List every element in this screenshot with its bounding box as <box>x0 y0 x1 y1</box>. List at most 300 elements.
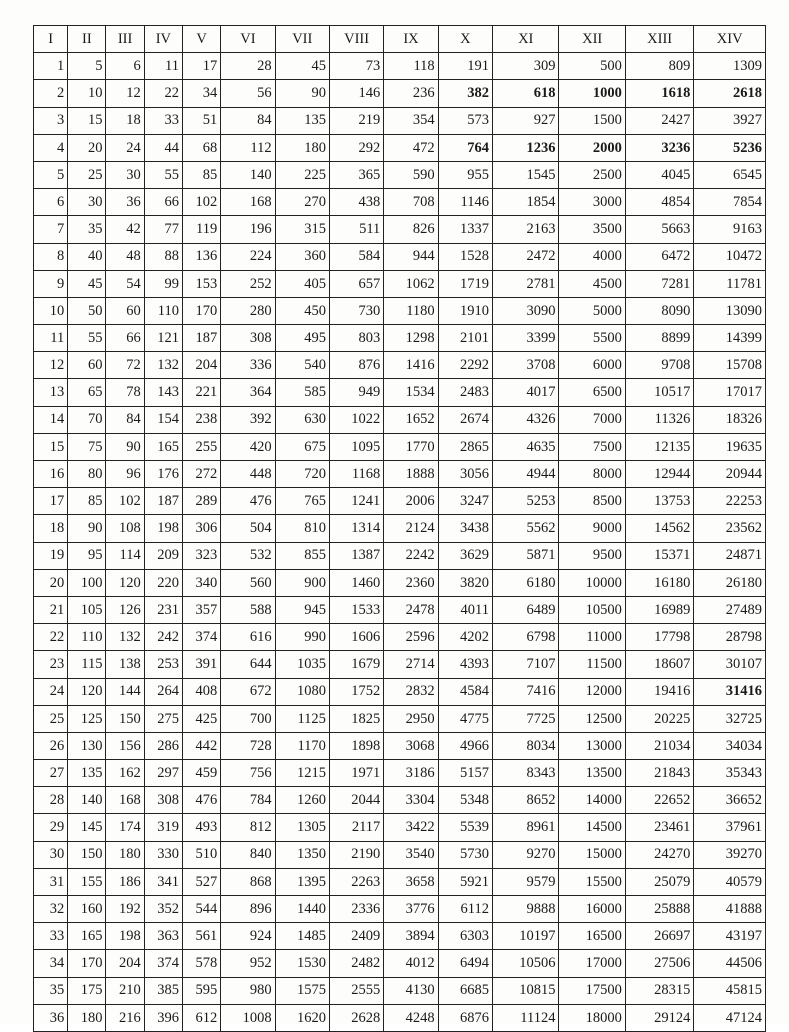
table-cell: 8343 <box>493 760 559 787</box>
table-cell: 14399 <box>694 325 766 352</box>
table-cell: 26697 <box>625 923 693 950</box>
table-cell: 357 <box>182 596 220 623</box>
table-cell: 319 <box>144 814 182 841</box>
row-index-cell: 27 <box>34 760 68 787</box>
table-cell: 1440 <box>275 896 329 923</box>
table-cell: 11781 <box>694 270 766 297</box>
table-cell: 5871 <box>493 542 559 569</box>
table-cell: 595 <box>182 977 220 1004</box>
table-cell: 1971 <box>329 760 383 787</box>
table-cell: 6876 <box>438 1004 492 1031</box>
table-cell: 3708 <box>493 352 559 379</box>
table-cell: 32725 <box>694 705 766 732</box>
table-cell: 5 <box>68 53 106 80</box>
table-cell: 2950 <box>384 705 438 732</box>
table-cell: 186 <box>106 868 144 895</box>
table-cell: 980 <box>221 977 275 1004</box>
table-cell: 7281 <box>625 270 693 297</box>
table-cell: 1035 <box>275 651 329 678</box>
table-cell: 43197 <box>694 923 766 950</box>
table-cell: 340 <box>182 569 220 596</box>
table-cell: 25 <box>68 161 106 188</box>
table-row <box>34 488 766 515</box>
table-cell: 88 <box>144 243 182 270</box>
table-cell: 39270 <box>694 841 766 868</box>
table-row <box>34 243 766 270</box>
table-cell: 10 <box>68 80 106 107</box>
table-cell: 168 <box>106 787 144 814</box>
table-cell: 306 <box>182 515 220 542</box>
table-cell: 210 <box>106 977 144 1004</box>
table-cell: 155 <box>68 868 106 895</box>
table-row <box>34 297 766 324</box>
table-cell: 65 <box>68 379 106 406</box>
table-cell: 125 <box>68 705 106 732</box>
table-cell: 10506 <box>493 950 559 977</box>
table-cell: 944 <box>384 243 438 270</box>
table-cell: 162 <box>106 760 144 787</box>
row-index-cell: 15 <box>34 433 68 460</box>
table-cell: 170 <box>182 297 220 324</box>
table-cell: 675 <box>275 433 329 460</box>
table-cell: 102 <box>182 189 220 216</box>
column-header: XIII <box>625 26 693 53</box>
table-cell: 900 <box>275 569 329 596</box>
row-index-cell: 13 <box>34 379 68 406</box>
table-cell: 77 <box>144 216 182 243</box>
table-cell: 3399 <box>493 325 559 352</box>
table-cell: 1854 <box>493 189 559 216</box>
table-cell: 700 <box>221 705 275 732</box>
table-cell: 1575 <box>275 977 329 1004</box>
table-cell: 868 <box>221 868 275 895</box>
table-cell: 180 <box>106 841 144 868</box>
table-cell: 8090 <box>625 297 693 324</box>
table-cell: 585 <box>275 379 329 406</box>
row-index-cell: 1 <box>34 53 68 80</box>
table-cell: 55 <box>68 325 106 352</box>
column-header: XI <box>493 26 559 53</box>
table-cell: 219 <box>329 107 383 134</box>
table-cell: 810 <box>275 515 329 542</box>
table-cell: 253 <box>144 651 182 678</box>
table-cell: 3894 <box>384 923 438 950</box>
row-index-cell: 24 <box>34 678 68 705</box>
table-cell: 17 <box>182 53 220 80</box>
table-row <box>34 515 766 542</box>
table-cell: 2628 <box>329 1004 383 1031</box>
table-cell: 51 <box>182 107 220 134</box>
row-index-cell: 25 <box>34 705 68 732</box>
table-cell: 30 <box>68 189 106 216</box>
table-cell: 1180 <box>384 297 438 324</box>
table-row <box>34 651 766 678</box>
table-cell: 15000 <box>559 841 625 868</box>
table-cell: 68 <box>182 134 220 161</box>
table-cell: 236 <box>384 80 438 107</box>
table-cell: 459 <box>182 760 220 787</box>
table-cell: 495 <box>275 325 329 352</box>
table-cell: 9888 <box>493 896 559 923</box>
table-cell: 2472 <box>493 243 559 270</box>
table-cell: 35 <box>68 216 106 243</box>
table-cell: 27506 <box>625 950 693 977</box>
table-cell: 180 <box>275 134 329 161</box>
table-cell: 115 <box>68 651 106 678</box>
table-cell: 4130 <box>384 977 438 1004</box>
table-cell: 3438 <box>438 515 492 542</box>
table-cell: 154 <box>144 406 182 433</box>
table-cell: 450 <box>275 297 329 324</box>
table-cell: 952 <box>221 950 275 977</box>
table-cell: 99 <box>144 270 182 297</box>
table-cell: 308 <box>221 325 275 352</box>
table-cell: 136 <box>182 243 220 270</box>
column-header: V <box>182 26 220 53</box>
table-cell: 6489 <box>493 596 559 623</box>
column-header: IX <box>384 26 438 53</box>
table-cell: 108 <box>106 515 144 542</box>
table-cell: 990 <box>275 624 329 651</box>
table-cell: 144 <box>106 678 144 705</box>
table-cell: 6685 <box>438 977 492 1004</box>
table-row <box>34 950 766 977</box>
table-cell: 24871 <box>694 542 766 569</box>
table-cell: 315 <box>275 216 329 243</box>
table-cell: 336 <box>221 352 275 379</box>
table-cell: 560 <box>221 569 275 596</box>
table-cell: 4393 <box>438 651 492 678</box>
table-cell: 22652 <box>625 787 693 814</box>
table-cell: 657 <box>329 270 383 297</box>
table-cell: 425 <box>182 705 220 732</box>
table-body <box>34 53 766 1032</box>
table-cell: 391 <box>182 651 220 678</box>
table-cell: 10197 <box>493 923 559 950</box>
table-cell: 209 <box>144 542 182 569</box>
table-cell: 192 <box>106 896 144 923</box>
table-cell: 25079 <box>625 868 693 895</box>
table-cell: 1080 <box>275 678 329 705</box>
table-cell: 135 <box>275 107 329 134</box>
table-cell: 2360 <box>384 569 438 596</box>
table-cell: 1395 <box>275 868 329 895</box>
table-cell: 6 <box>106 53 144 80</box>
column-header: VIII <box>329 26 383 53</box>
table-cell: 34 <box>182 80 220 107</box>
table-cell: 23461 <box>625 814 693 841</box>
table-cell: 2044 <box>329 787 383 814</box>
table-cell: 374 <box>144 950 182 977</box>
row-index-cell: 12 <box>34 352 68 379</box>
table-row <box>34 53 766 80</box>
table-cell: 18326 <box>694 406 766 433</box>
table-cell: 1062 <box>384 270 438 297</box>
table-cell: 1533 <box>329 596 383 623</box>
table-row <box>34 270 766 297</box>
table-cell: 10472 <box>694 243 766 270</box>
table-cell: 949 <box>329 379 383 406</box>
row-index-cell: 14 <box>34 406 68 433</box>
table-cell: 476 <box>182 787 220 814</box>
row-index-cell: 34 <box>34 950 68 977</box>
table-cell: 19635 <box>694 433 766 460</box>
table-cell: 24 <box>106 134 144 161</box>
table-cell: 175 <box>68 977 106 1004</box>
table-cell: 1000 <box>559 80 625 107</box>
table-cell: 2832 <box>384 678 438 705</box>
table-row <box>34 868 766 895</box>
table-cell: 2596 <box>384 624 438 651</box>
table-cell: 511 <box>329 216 383 243</box>
table-cell: 616 <box>221 624 275 651</box>
table-cell: 504 <box>221 515 275 542</box>
table-cell: 40 <box>68 243 106 270</box>
table-cell: 17017 <box>694 379 766 406</box>
table-cell: 9000 <box>559 515 625 542</box>
table-cell: 544 <box>182 896 220 923</box>
row-index-cell: 2 <box>34 80 68 107</box>
table-cell: 2555 <box>329 977 383 1004</box>
table-cell: 5348 <box>438 787 492 814</box>
row-index-cell: 10 <box>34 297 68 324</box>
table-cell: 590 <box>384 161 438 188</box>
table-cell: 7725 <box>493 705 559 732</box>
table-cell: 561 <box>182 923 220 950</box>
table-cell: 145 <box>68 814 106 841</box>
table-cell: 8000 <box>559 461 625 488</box>
table-cell: 855 <box>275 542 329 569</box>
table-cell: 1260 <box>275 787 329 814</box>
table-cell: 765 <box>275 488 329 515</box>
table-cell: 341 <box>144 868 182 895</box>
table-cell: 16180 <box>625 569 693 596</box>
table-cell: 160 <box>68 896 106 923</box>
table-cell: 3186 <box>384 760 438 787</box>
table-cell: 3540 <box>384 841 438 868</box>
table-cell: 231 <box>144 596 182 623</box>
row-index-cell: 19 <box>34 542 68 569</box>
table-cell: 242 <box>144 624 182 651</box>
row-index-cell: 5 <box>34 161 68 188</box>
row-index-cell: 8 <box>34 243 68 270</box>
table-cell: 13090 <box>694 297 766 324</box>
table-cell: 196 <box>221 216 275 243</box>
table-cell: 2714 <box>384 651 438 678</box>
table-cell: 323 <box>182 542 220 569</box>
table-cell: 31416 <box>694 678 766 705</box>
table-cell: 27489 <box>694 596 766 623</box>
table-cell: 5562 <box>493 515 559 542</box>
row-index-cell: 6 <box>34 189 68 216</box>
table-cell: 28 <box>221 53 275 80</box>
table-cell: 143 <box>144 379 182 406</box>
table-row <box>34 352 766 379</box>
table-cell: 360 <box>275 243 329 270</box>
table-cell: 1528 <box>438 243 492 270</box>
table-cell: 9708 <box>625 352 693 379</box>
table-cell: 11500 <box>559 651 625 678</box>
table-row <box>34 596 766 623</box>
table-cell: 644 <box>221 651 275 678</box>
row-index-cell: 17 <box>34 488 68 515</box>
row-index-cell: 20 <box>34 569 68 596</box>
table-cell: 1770 <box>384 433 438 460</box>
row-index-cell: 16 <box>34 461 68 488</box>
table-row <box>34 325 766 352</box>
table-cell: 438 <box>329 189 383 216</box>
table-cell: 720 <box>275 461 329 488</box>
table-cell: 1618 <box>625 80 693 107</box>
table-cell: 4012 <box>384 950 438 977</box>
table-cell: 140 <box>221 161 275 188</box>
row-index-cell: 28 <box>34 787 68 814</box>
table-cell: 187 <box>182 325 220 352</box>
table-cell: 2674 <box>438 406 492 433</box>
table-cell: 365 <box>329 161 383 188</box>
table-cell: 54 <box>106 270 144 297</box>
table-cell: 2865 <box>438 433 492 460</box>
table-cell: 18607 <box>625 651 693 678</box>
table-cell: 8652 <box>493 787 559 814</box>
row-index-cell: 29 <box>34 814 68 841</box>
table-cell: 4944 <box>493 461 559 488</box>
table-cell: 1125 <box>275 705 329 732</box>
table-cell: 1236 <box>493 134 559 161</box>
table-cell: 13500 <box>559 760 625 787</box>
table-cell: 132 <box>106 624 144 651</box>
table-cell: 573 <box>438 107 492 134</box>
table-cell: 392 <box>221 406 275 433</box>
table-cell: 11124 <box>493 1004 559 1031</box>
table-cell: 30 <box>106 161 144 188</box>
table-cell: 96 <box>106 461 144 488</box>
table-cell: 618 <box>493 80 559 107</box>
table-cell: 1337 <box>438 216 492 243</box>
row-index-cell: 18 <box>34 515 68 542</box>
table-row <box>34 1004 766 1031</box>
table-cell: 80 <box>68 461 106 488</box>
table-cell: 405 <box>275 270 329 297</box>
table-cell: 280 <box>221 297 275 324</box>
column-header: VII <box>275 26 329 53</box>
table-cell: 2124 <box>384 515 438 542</box>
table-cell: 476 <box>221 488 275 515</box>
table-cell: 1215 <box>275 760 329 787</box>
table-cell: 221 <box>182 379 220 406</box>
table-cell: 2478 <box>384 596 438 623</box>
table-cell: 168 <box>221 189 275 216</box>
table-cell: 10815 <box>493 977 559 1004</box>
table-cell: 112 <box>221 134 275 161</box>
table-row <box>34 189 766 216</box>
table-cell: 272 <box>182 461 220 488</box>
table-cell: 2482 <box>329 950 383 977</box>
table-cell: 5539 <box>438 814 492 841</box>
table-cell: 1095 <box>329 433 383 460</box>
table-row <box>34 624 766 651</box>
table-cell: 66 <box>106 325 144 352</box>
table-cell: 14000 <box>559 787 625 814</box>
table-row <box>34 80 766 107</box>
table-cell: 120 <box>68 678 106 705</box>
table-cell: 3236 <box>625 134 693 161</box>
table-cell: 33 <box>144 107 182 134</box>
table-cell: 85 <box>68 488 106 515</box>
table-cell: 2163 <box>493 216 559 243</box>
table-cell: 126 <box>106 596 144 623</box>
table-cell: 2781 <box>493 270 559 297</box>
table-cell: 12000 <box>559 678 625 705</box>
table-cell: 14500 <box>559 814 625 841</box>
table-cell: 352 <box>144 896 182 923</box>
table-cell: 532 <box>221 542 275 569</box>
number-table <box>33 25 766 1032</box>
table-cell: 7500 <box>559 433 625 460</box>
table-cell: 84 <box>106 406 144 433</box>
table-cell: 448 <box>221 461 275 488</box>
table-cell: 630 <box>275 406 329 433</box>
table-cell: 1530 <box>275 950 329 977</box>
table-cell: 374 <box>182 624 220 651</box>
table-cell: 15371 <box>625 542 693 569</box>
table-cell: 1022 <box>329 406 383 433</box>
table-cell: 308 <box>144 787 182 814</box>
table-cell: 1350 <box>275 841 329 868</box>
table-cell: 14562 <box>625 515 693 542</box>
table-row <box>34 678 766 705</box>
table-cell: 4011 <box>438 596 492 623</box>
table-cell: 9163 <box>694 216 766 243</box>
table-cell: 927 <box>493 107 559 134</box>
table-cell: 156 <box>106 732 144 759</box>
table-cell: 35343 <box>694 760 766 787</box>
table-cell: 102 <box>106 488 144 515</box>
table-cell: 1008 <box>221 1004 275 1031</box>
table-row <box>34 814 766 841</box>
table-cell: 764 <box>438 134 492 161</box>
column-header: IV <box>144 26 182 53</box>
table-cell: 493 <box>182 814 220 841</box>
table-cell: 204 <box>182 352 220 379</box>
table-cell: 225 <box>275 161 329 188</box>
table-cell: 150 <box>106 705 144 732</box>
table-cell: 238 <box>182 406 220 433</box>
table-cell: 275 <box>144 705 182 732</box>
table-row <box>34 379 766 406</box>
table-cell: 527 <box>182 868 220 895</box>
table-cell: 6798 <box>493 624 559 651</box>
table-cell: 100 <box>68 569 106 596</box>
table-cell: 2409 <box>329 923 383 950</box>
table-cell: 1314 <box>329 515 383 542</box>
table-cell: 3500 <box>559 216 625 243</box>
table-cell: 1460 <box>329 569 383 596</box>
table-cell: 45 <box>275 53 329 80</box>
table-cell: 1910 <box>438 297 492 324</box>
table-cell: 40579 <box>694 868 766 895</box>
table-cell: 363 <box>144 923 182 950</box>
table-row <box>34 787 766 814</box>
table-cell: 4500 <box>559 270 625 297</box>
table-cell: 3820 <box>438 569 492 596</box>
table-cell: 110 <box>144 297 182 324</box>
table-cell: 8500 <box>559 488 625 515</box>
table-cell: 1679 <box>329 651 383 678</box>
table-row <box>34 923 766 950</box>
table-cell: 728 <box>221 732 275 759</box>
table-cell: 72 <box>106 352 144 379</box>
